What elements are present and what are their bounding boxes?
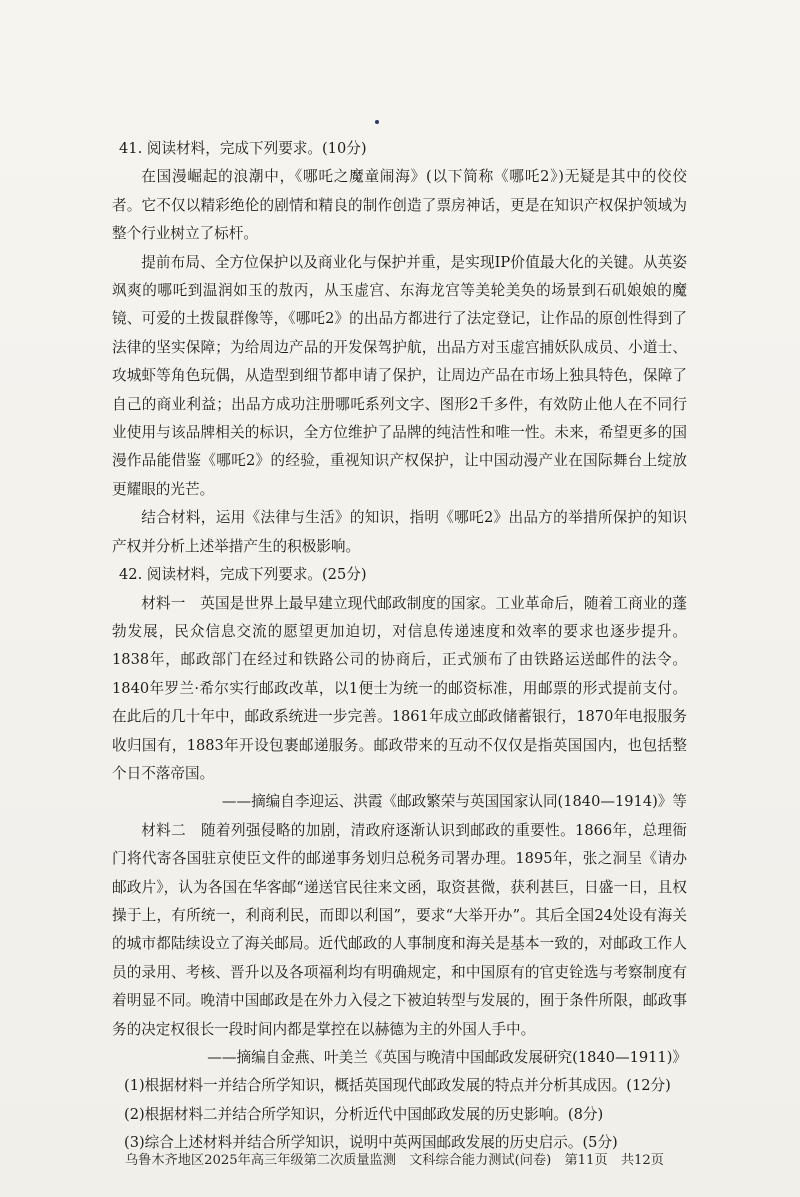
question-42-sub-2: (2)根据材料二并结合所学知识，分析近代中国邮政发展的历史影响。(8分) (124, 1105, 604, 1123)
question-42-material-1: 材料一 英国是世界上最早建立现代邮政制度的国家。工业革命后，随着工商业的蓬勃发展，民众信息交流的愿望更加迫切，对信息传递速度和效率的要求也逐步提升。1838年，邮政部门在经过和铁路公司的协商后，正式颁布了由铁路运送邮件的法令。1840年罗兰·希尔实行邮政改革，以1便士为统一的邮资标准，用邮票的形式提前支付。在此后的几十年中，邮政系统进一步完善。1861年成立邮政储蓄银行，1870年电报服务收归国有，1883年开设包裹邮递服务。邮政带来的互动不仅仅是指英国国内，也包括整个日不落帝国。 (112, 594, 687, 782)
scan-speck (375, 120, 379, 124)
page-footer: 乌鲁木齐地区2025年高三年级第二次质量监测 文科综合能力测试(问卷) 第11页 共12页 (125, 1153, 664, 1168)
question-42-title: 42. 阅读材料，完成下列要求。(25分) (119, 566, 367, 584)
question-41-title: 41. 阅读材料，完成下列要求。(10分) (119, 140, 367, 157)
question-42-source-2: ——摘编自金燕、叶美兰《英国与晚清中国邮政发展研究(1840—1911)》 (207, 1049, 687, 1066)
question-42-source-1: ——摘编自李迎运、洪霞《邮政繁荣与英国国家认同(1840—1914)》等 (221, 793, 687, 811)
question-41-prompt: 结合材料，运用《法律与生活》的知识，指明《哪吒2》出品方的举措所保护的知识产权并分析上述举措产生的积极影响。 (112, 509, 687, 555)
question-42-material-2: 材料二 随着列强侵略的加剧，清政府逐渐认识到邮政的重要性。1866年，总理衙门将代寄各国驻京使臣文件的邮递事务划归总税务司署办理。1895年，张之洞呈《请办邮政片》，认为各国在华客邮“递送官民往来文函，取资甚微，获利甚巨，日盛一日，且权操于上，有所统一，利商利民，而即以利国”，要求“大举开办”。其后全国24处设有海关的城市都陆续设立了海关邮局。近代邮政的人事制度和海关是基本一致的，对邮政工作人员的录用、考核、晋升以及各项福利均有明确规定，和中国原有的官吏铨选与考察制度有着明显不同。晚清中国邮政是在外力入侵之下被迫转型与发展的，囿于条件所限，邮政事务的决定权很长一段时间内都是掌控在以赫德为主的外国人手中。 (112, 821, 687, 1038)
page-content (112, 135, 687, 1158)
question-41-paragraph: 提前布局、全方位保护以及商业化与保护并重，是实现IP价值最大化的关键。从英姿飒爽的哪吒到温润如玉的敖丙，从玉虚宫、东海龙宫等美轮美奂的场景到石矶娘娘的魔镜、可爱的土拨鼠群像等，《哪吒2》的出品方都进行了法定登记，让作品的原创性得到了法律的坚实保障；为给周边产品的开发保驾护航，出品方对玉虚宫捕妖队成员、小道士、攻城虾等角色玩偶，从造型到细节都申请了保护，让周边产品在市场上独具特色，保障了自己的商业利益；出品方成功注册哪吒系列文字、图形2千多件，有效防止他人在不同行业使用与该品牌相关的标识，全方位维护了品牌的纯洁性和唯一性。未来，希望更多的国漫作品能借鉴《哪吒2》的经验，重视知识产权保护，让中国动漫产业在国际舞台上绽放更耀眼的光芒。 (112, 253, 687, 498)
question-41-paragraph: 在国漫崛起的浪潮中，《哪吒之魔童闹海》(以下简称《哪吒2》)无疑是其中的佼佼者。它不仅以精彩绝伦的剧情和精良的制作创造了票房神话，更是在知识产权保护领域为整个行业树立了标杆。 (112, 168, 687, 243)
question-42-sub-1: (1)根据材料一并结合所学知识，概括英国现代邮政发展的特点并分析其成因。(12分) (124, 1077, 671, 1095)
question-42-sub-3: (3)综合上述材料并结合所学知识，说明中英两国邮政发展的历史启示。(5分) (124, 1134, 618, 1152)
